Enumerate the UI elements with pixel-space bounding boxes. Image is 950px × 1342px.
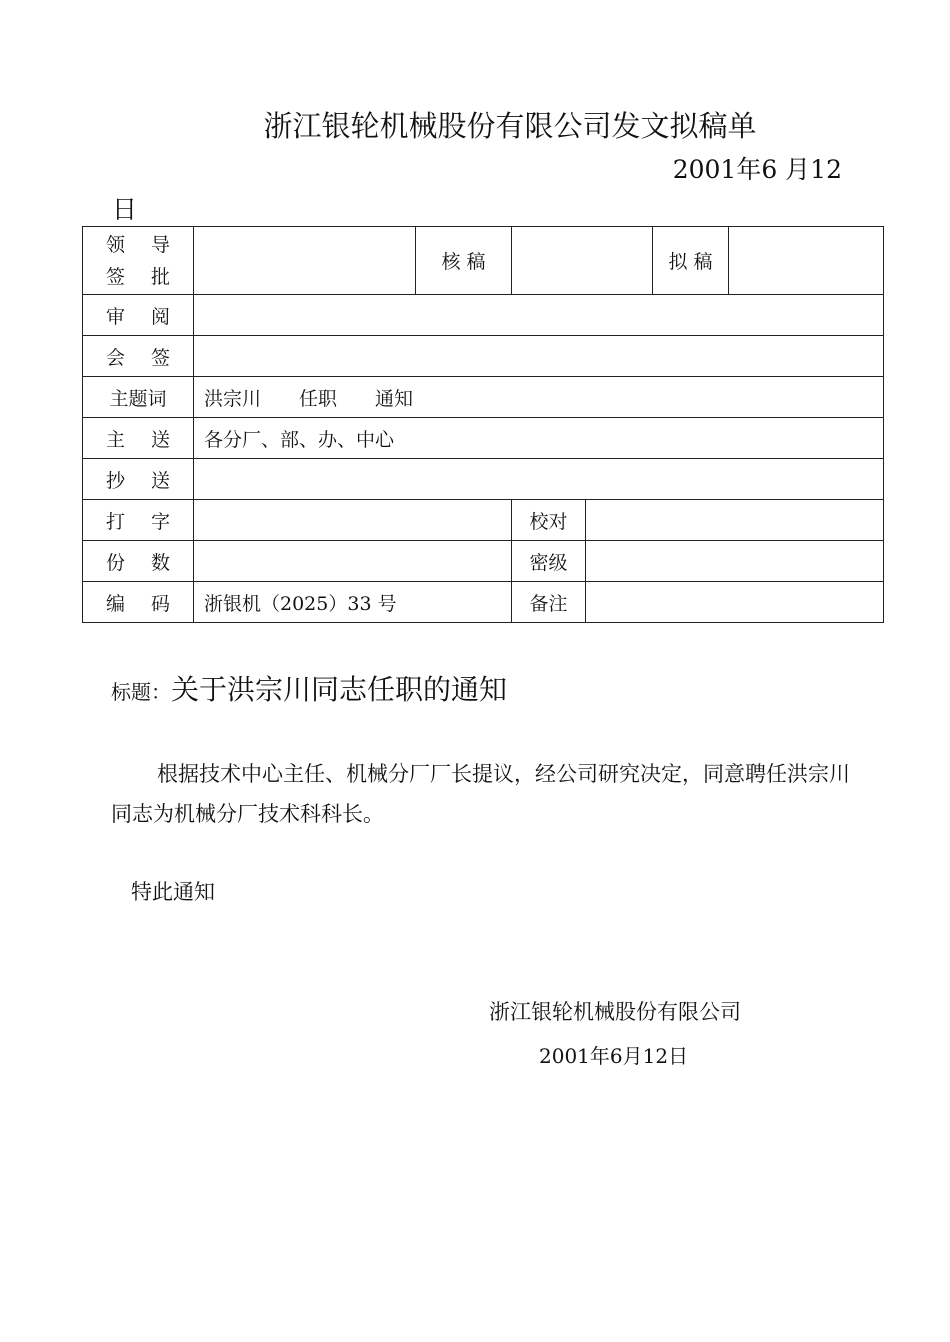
form-row-countersign: [83, 336, 884, 377]
typing-label: 打 字: [83, 500, 194, 541]
leader-approval-field[interactable]: [194, 227, 416, 295]
form-row-cc: [83, 459, 884, 500]
document-body: 根据技术中心主任、机械分厂厂长提议，经公司研究决定，同意聘任洪宗川同志为机械分厂技术科科长。: [111, 762, 850, 826]
cc-field[interactable]: [194, 459, 884, 500]
draft-label: 拟 稿: [653, 227, 729, 295]
remarks-label: 备注: [512, 582, 586, 623]
main-recipient-field[interactable]: 各分厂、部、办、中心: [194, 418, 884, 459]
read-field[interactable]: [194, 295, 884, 336]
code-label: 编 码: [83, 582, 194, 623]
typing-field[interactable]: [194, 500, 512, 541]
subject-text: 关于洪宗川同志任职的通知: [171, 673, 508, 706]
draft-form-table: [82, 226, 884, 623]
countersign-field[interactable]: [194, 336, 884, 377]
secrecy-label: 密级: [512, 541, 586, 582]
form-row-read: [83, 295, 884, 336]
document-subject: [111, 668, 507, 708]
secrecy-field[interactable]: [586, 541, 884, 582]
draft-field[interactable]: [729, 227, 884, 295]
proofread-label: 校对: [512, 500, 586, 541]
main-recipient-label: 主 送: [83, 418, 194, 459]
form-row-copies: [83, 541, 884, 582]
cc-label: 抄 送: [83, 459, 194, 500]
remarks-field[interactable]: [586, 582, 884, 623]
form-row-keywords: [83, 377, 884, 418]
signature-date: 2001年6月12日: [539, 1044, 689, 1068]
document-closing: 特此通知: [131, 880, 215, 904]
signature-organization: 浙江银轮机械股份有限公司: [489, 1000, 741, 1024]
subject-label: 标题：: [111, 680, 171, 704]
date-line-day: 日: [112, 195, 138, 224]
page-title: 浙江银轮机械股份有限公司发文拟稿单: [263, 109, 757, 143]
form-row-typing: [83, 500, 884, 541]
copies-label: 份 数: [83, 541, 194, 582]
keywords-field[interactable]: 洪宗川 任职 通知: [194, 377, 884, 418]
form-row-approval: [83, 227, 884, 295]
leader-approval-label: 领 导 签 批: [83, 227, 194, 295]
keywords-label: 主题词: [83, 377, 194, 418]
form-row-code: [83, 582, 884, 623]
date-line: 2001年6 月12: [672, 155, 842, 184]
review-draft-label: 核 稿: [416, 227, 512, 295]
copies-field[interactable]: [194, 541, 512, 582]
form-row-main-recipient: [83, 418, 884, 459]
read-label: 审 阅: [83, 295, 194, 336]
code-field[interactable]: 浙银机（2025）33 号: [194, 582, 512, 623]
countersign-label: 会 签: [83, 336, 194, 377]
review-draft-field[interactable]: [512, 227, 653, 295]
proofread-field[interactable]: [586, 500, 884, 541]
